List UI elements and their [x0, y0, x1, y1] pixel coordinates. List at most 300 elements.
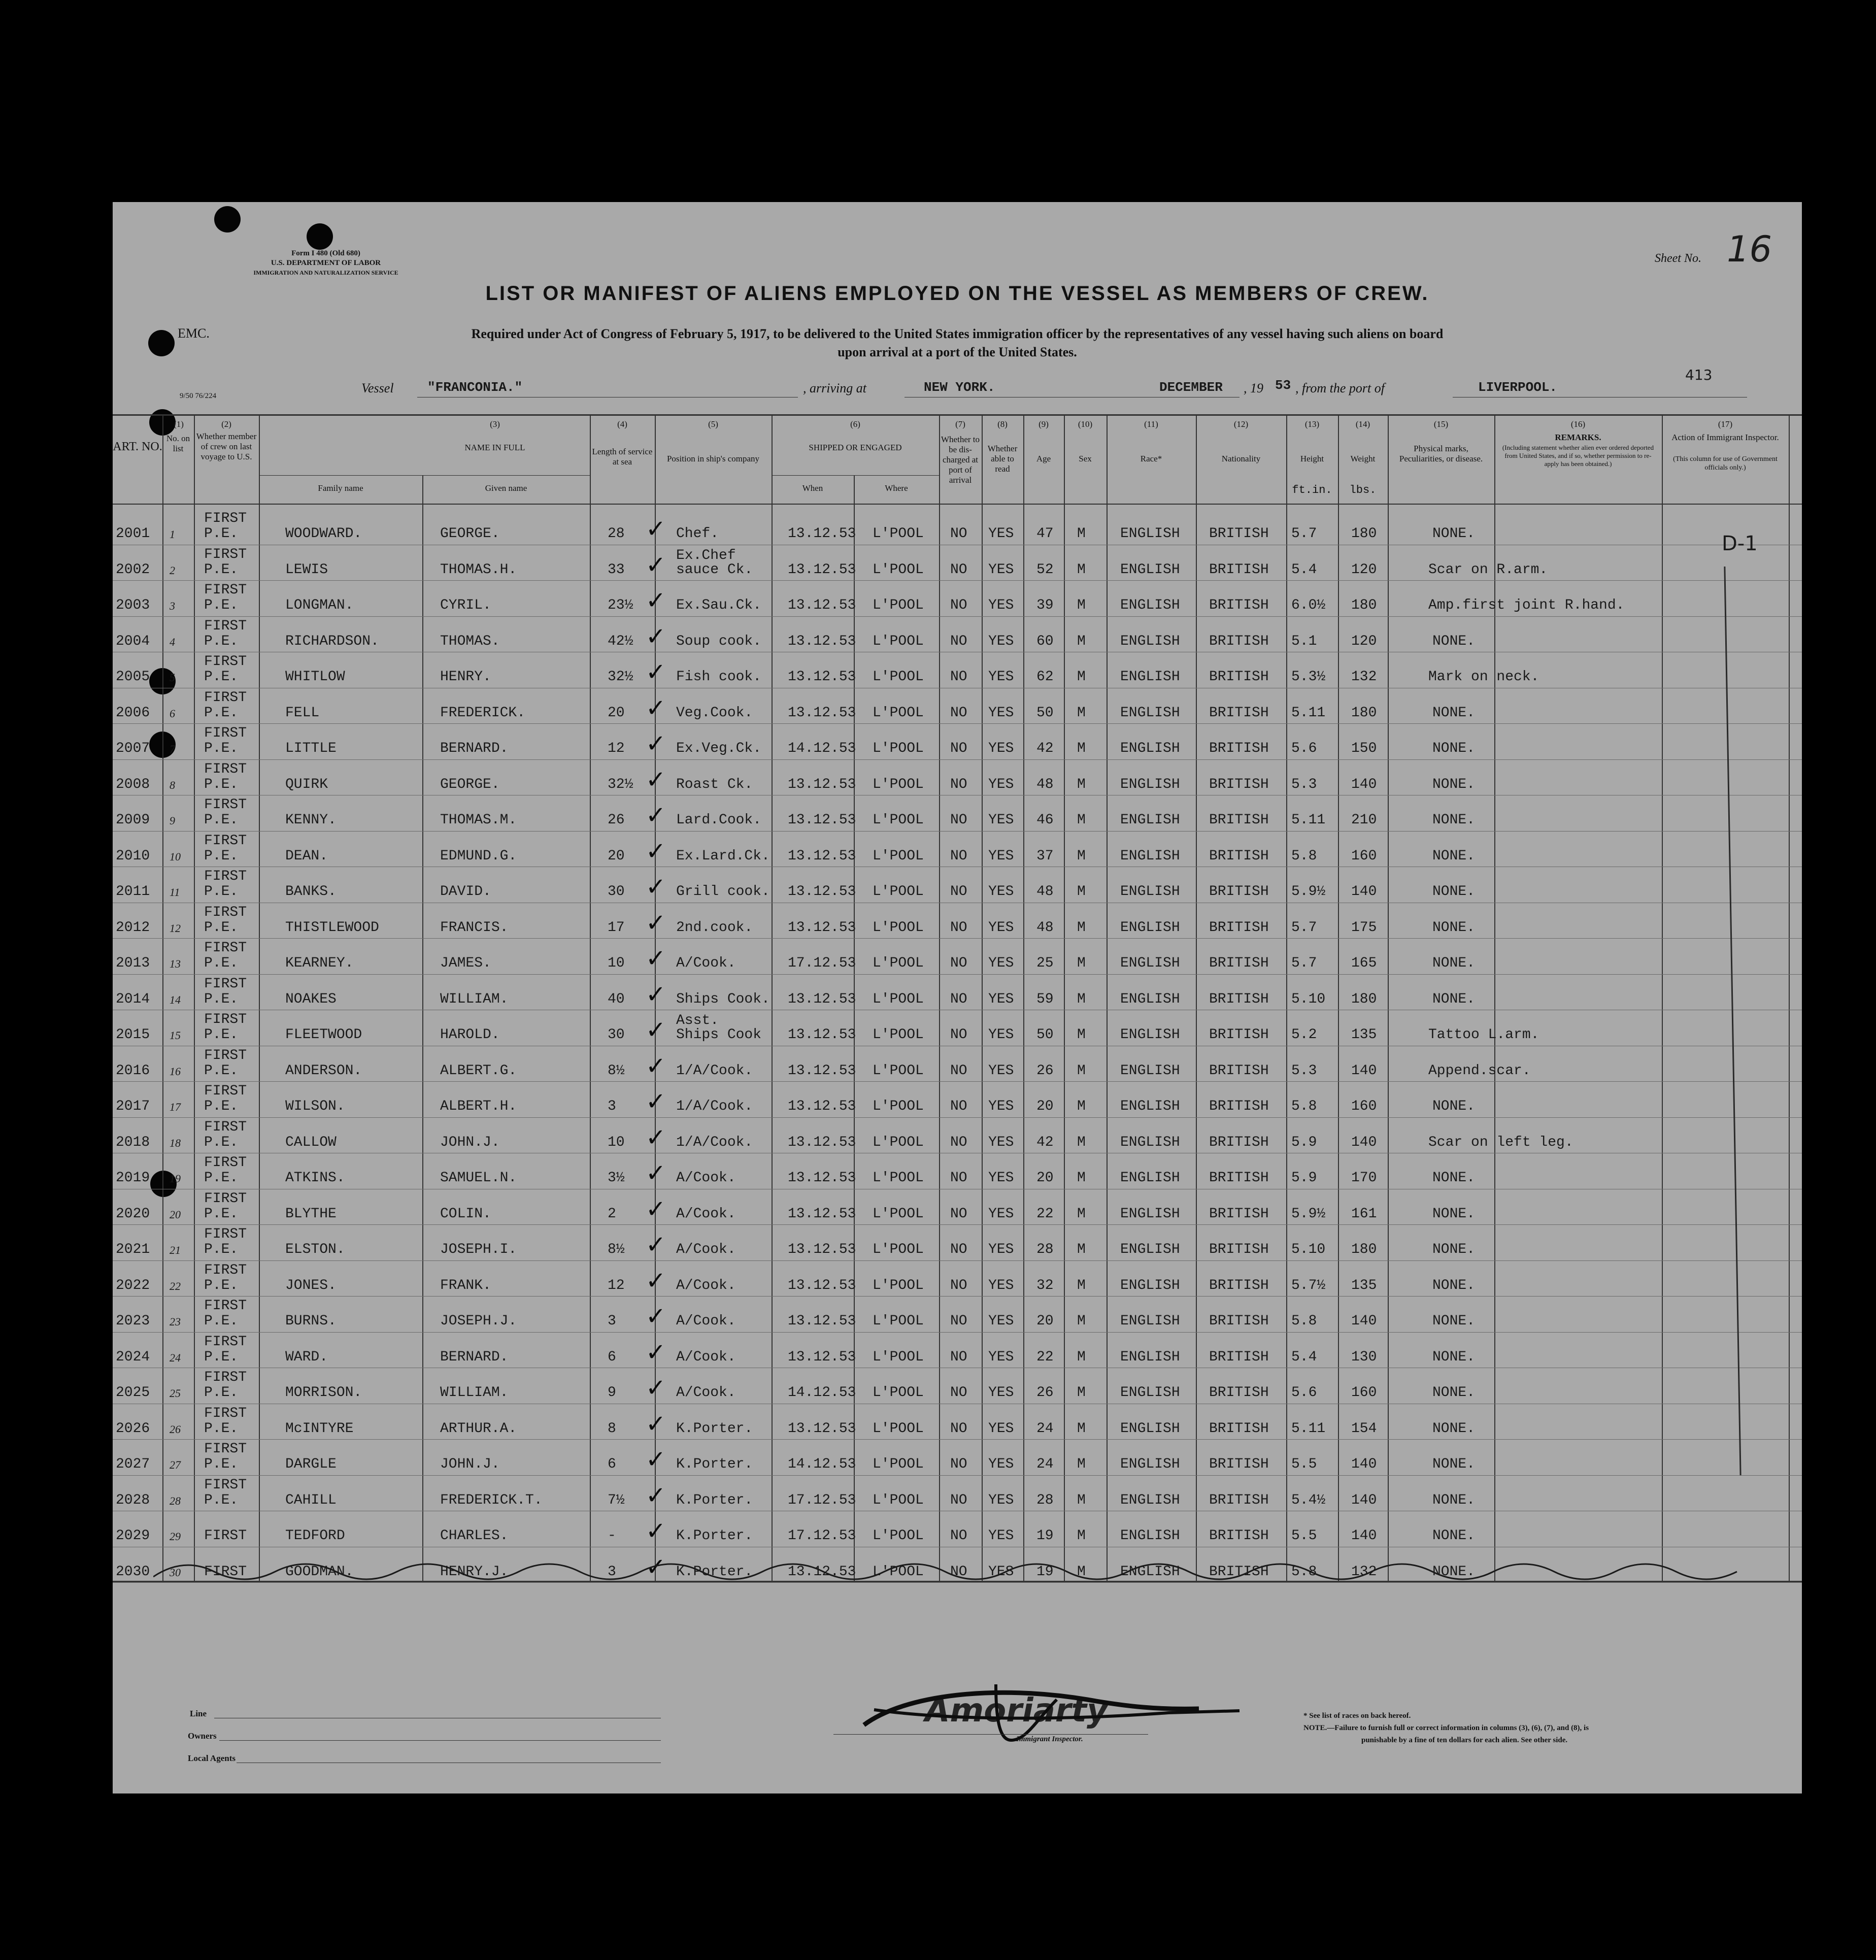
- given-name: JAMES.: [440, 955, 491, 971]
- service-length: 26: [608, 812, 625, 828]
- age: 50: [1036, 705, 1054, 721]
- col-15-number: (15): [1433, 419, 1449, 429]
- last-voyage-class: FIRST: [204, 1405, 247, 1421]
- height: 5.10: [1291, 1242, 1326, 1257]
- shipped-port: L'POOL: [873, 1492, 924, 1508]
- col-remarks-subheader: (Including statement whether alien ever ordered deported from United States, and if so, whether permission to re-apply has been obtained.): [1502, 444, 1654, 468]
- shipped-date: 13.12.53: [788, 1027, 856, 1043]
- list-number: 6: [170, 707, 175, 720]
- physical-marks: NONE.: [1432, 1528, 1476, 1544]
- discharged: NO: [950, 1385, 967, 1401]
- check-mark-icon: ✓: [646, 1374, 666, 1402]
- column-rule: [1662, 414, 1663, 1582]
- height: 5.6: [1291, 741, 1317, 756]
- discharged: NO: [950, 1528, 967, 1544]
- sex: M: [1077, 741, 1086, 756]
- shipped-port: L'POOL: [873, 597, 924, 613]
- family-name: BURNS.: [285, 1313, 337, 1329]
- able-to-read: YES: [988, 1242, 1014, 1257]
- table-top-border: [113, 414, 1802, 416]
- col-3-number: (3): [490, 419, 500, 429]
- family-name: ELSTON.: [285, 1242, 345, 1257]
- physical-marks: NONE.: [1432, 1313, 1476, 1329]
- check-mark-icon: ✓: [646, 980, 666, 1009]
- given-name: HAROLD.: [440, 1027, 500, 1043]
- discharged: NO: [950, 633, 967, 649]
- check-mark-icon: ✓: [646, 729, 666, 758]
- position: A/Cook.: [676, 1242, 736, 1257]
- able-to-read: YES: [988, 669, 1014, 685]
- service-length: 3: [608, 1564, 616, 1580]
- list-number: 17: [170, 1101, 181, 1113]
- last-voyage-department: P.E.: [204, 1277, 239, 1293]
- able-to-read: YES: [988, 1206, 1014, 1222]
- service-length: -: [608, 1528, 616, 1544]
- given-name: THOMAS.M.: [440, 812, 517, 828]
- penalty-note: NOTE.—Failure to furnish full or correct information in columns (3), (6), (7), and (8), is: [1303, 1724, 1589, 1732]
- nationality: BRITISH: [1209, 1349, 1269, 1365]
- art-number: 2029: [116, 1528, 150, 1544]
- nationality: BRITISH: [1209, 776, 1269, 792]
- check-mark-icon: ✓: [646, 1159, 666, 1187]
- position: 1/A/Cook.: [676, 1134, 753, 1150]
- age: 32: [1036, 1277, 1054, 1293]
- last-voyage-department: P.E.: [204, 812, 239, 828]
- service-length: 33: [608, 561, 625, 578]
- local-agents-label: Local Agents: [188, 1753, 236, 1763]
- position: K.Porter.: [676, 1564, 753, 1580]
- last-voyage-class: FIRST: [204, 1370, 247, 1385]
- last-voyage-class: FIRST: [204, 1226, 247, 1242]
- shipped-port: L'POOL: [873, 1134, 924, 1150]
- given-name: FRANCIS.: [440, 919, 509, 936]
- list-number: 18: [170, 1136, 181, 1149]
- race: ENGLISH: [1120, 1170, 1180, 1186]
- manifest-document: [113, 202, 1802, 1793]
- physical-marks: Scar on left leg.: [1428, 1134, 1573, 1150]
- shipped-port: L'POOL: [873, 741, 924, 756]
- last-voyage-class: FIRST: [204, 654, 247, 670]
- last-voyage-class: FIRST: [204, 1334, 247, 1350]
- discharged: NO: [950, 1492, 967, 1508]
- last-voyage-department: P.E.: [204, 669, 239, 685]
- shipped-port: L'POOL: [873, 1349, 924, 1365]
- service-length: 32½: [608, 669, 633, 685]
- list-number: 12: [170, 921, 181, 935]
- art-number: 2017: [116, 1099, 150, 1114]
- shipped-date: 13.12.53: [788, 1564, 856, 1580]
- height: 5.7: [1291, 526, 1317, 542]
- col-9-number: (9): [1038, 419, 1049, 429]
- column-rule: [939, 414, 940, 1582]
- list-number: 16: [170, 1065, 181, 1078]
- last-voyage-department: P.E.: [204, 1099, 239, 1114]
- check-mark-icon: ✓: [646, 1266, 666, 1295]
- col-4-number: (4): [617, 419, 627, 429]
- nationality: BRITISH: [1209, 1242, 1269, 1257]
- service-name: IMMIGRATION AND NATURALIZATION SERVICE: [253, 269, 398, 276]
- physical-marks: NONE.: [1432, 884, 1476, 900]
- column-rule: [1286, 414, 1287, 1582]
- last-voyage-department: P.E.: [204, 1134, 239, 1150]
- weight: 160: [1351, 1099, 1377, 1114]
- height: 5.7½: [1291, 1277, 1326, 1293]
- art-number: 2011: [116, 884, 150, 900]
- shipped-port: L'POOL: [873, 776, 924, 792]
- col-service-header: Length of service at sea: [592, 447, 653, 467]
- check-mark-icon: ✓: [646, 550, 666, 579]
- sex: M: [1077, 848, 1086, 864]
- check-mark-icon: ✓: [646, 1445, 666, 1474]
- physical-marks: NONE.: [1432, 1564, 1476, 1580]
- last-voyage-class: FIRST: [204, 940, 247, 956]
- given-name: SAMUEL.N.: [440, 1170, 517, 1186]
- nationality: BRITISH: [1209, 1492, 1269, 1508]
- age: 62: [1036, 669, 1054, 685]
- physical-marks: NONE.: [1432, 919, 1476, 936]
- column-rule: [1494, 414, 1495, 1582]
- position: A/Cook.: [676, 1170, 736, 1186]
- last-voyage-class: FIRST: [204, 511, 247, 526]
- given-name: GEORGE.: [440, 776, 500, 792]
- position: Ex.Lard.Ck.: [676, 848, 770, 864]
- list-number: 19: [170, 1172, 181, 1185]
- age: 20: [1036, 1099, 1054, 1114]
- nationality: BRITISH: [1209, 919, 1269, 936]
- shipped-date: 13.12.53: [788, 705, 856, 721]
- art-number: 2016: [116, 1062, 150, 1079]
- shipped-port: L'POOL: [873, 669, 924, 685]
- service-length: 10: [608, 1134, 625, 1150]
- nationality: BRITISH: [1209, 1420, 1269, 1437]
- shipped-date: 13.12.53: [788, 1062, 856, 1079]
- nationality: BRITISH: [1209, 1528, 1269, 1544]
- year-prefix: , 19: [1244, 381, 1263, 395]
- service-length: 32½: [608, 776, 633, 792]
- family-name: JONES.: [285, 1277, 337, 1293]
- row-rule: [113, 616, 1802, 617]
- discharged: NO: [950, 597, 967, 613]
- sex: M: [1077, 1277, 1086, 1293]
- able-to-read: YES: [988, 919, 1014, 936]
- weight: 135: [1351, 1277, 1377, 1293]
- race: ENGLISH: [1120, 633, 1180, 649]
- service-length: 20: [608, 705, 625, 721]
- list-number: 21: [170, 1244, 181, 1256]
- race: ENGLISH: [1120, 1206, 1180, 1222]
- weight: 140: [1351, 884, 1377, 900]
- weight: 132: [1351, 669, 1377, 685]
- race: ENGLISH: [1120, 955, 1180, 971]
- last-voyage-class: FIRST: [204, 1190, 247, 1207]
- physical-marks: NONE.: [1432, 848, 1476, 864]
- shipped-port: L'POOL: [873, 884, 924, 900]
- age: 52: [1036, 561, 1054, 578]
- shipped-date: 13.12.53: [788, 1170, 856, 1186]
- discharged: NO: [950, 526, 967, 542]
- col-art-no-header: ART. NO.: [113, 440, 162, 453]
- family-name: CAHILL: [285, 1492, 337, 1508]
- position: Ships Cook.: [676, 991, 770, 1007]
- shipped-date: 13.12.53: [788, 1277, 856, 1293]
- sex: M: [1077, 561, 1086, 578]
- form-emc: EMC.: [178, 326, 210, 341]
- shipped-port: L'POOL: [873, 526, 924, 542]
- col-weight-unit: lbs.: [1349, 484, 1377, 496]
- race: ENGLISH: [1120, 1456, 1180, 1472]
- weight: 161: [1351, 1206, 1377, 1222]
- physical-marks: NONE.: [1432, 1170, 1476, 1186]
- art-number: 2014: [116, 991, 150, 1007]
- service-length: 12: [608, 741, 625, 756]
- service-length: 30: [608, 1027, 625, 1043]
- col-remarks-header: REMARKS.: [1555, 433, 1601, 442]
- able-to-read: YES: [988, 1027, 1014, 1043]
- col-height-header: Height: [1300, 454, 1324, 463]
- check-mark-icon: ✓: [646, 1481, 666, 1510]
- age: 48: [1036, 884, 1054, 900]
- given-name: WILLIAM.: [440, 1385, 509, 1401]
- service-length: 17: [608, 919, 625, 936]
- list-number: 1: [170, 528, 175, 541]
- col-when-header: When: [802, 483, 823, 493]
- list-number: 24: [170, 1351, 181, 1364]
- age: 25: [1036, 955, 1054, 971]
- art-number: 2002: [116, 561, 150, 578]
- nationality: BRITISH: [1209, 848, 1269, 864]
- service-length: 20: [608, 848, 625, 864]
- given-name: CYRIL.: [440, 597, 491, 613]
- sex: M: [1077, 1528, 1086, 1544]
- given-name: BERNARD.: [440, 1349, 509, 1365]
- height: 5.1: [1291, 633, 1317, 649]
- age: 19: [1036, 1528, 1054, 1544]
- last-voyage-department: P.E.: [204, 1313, 239, 1329]
- shipped-date: 13.12.53: [788, 1349, 856, 1365]
- check-mark-icon: ✓: [646, 622, 666, 651]
- height: 5.9½: [1291, 1206, 1326, 1222]
- given-name: JOHN.J.: [440, 1134, 500, 1150]
- position: Veg.Cook.: [676, 705, 753, 721]
- height: 5.6: [1291, 1385, 1317, 1401]
- position: K.Porter.: [676, 1528, 753, 1544]
- discharged: NO: [950, 669, 967, 685]
- col-inspector-subheader: (This column for use of Government officials only.): [1673, 455, 1778, 472]
- last-voyage-class: FIRST: [204, 904, 247, 920]
- art-number: 2021: [116, 1242, 150, 1257]
- shipped-port: L'POOL: [873, 919, 924, 936]
- weight: 160: [1351, 848, 1377, 864]
- form-number: Form I 480 (Old 680): [291, 249, 360, 257]
- column-rule: [259, 414, 260, 1582]
- last-voyage-department: P.E.: [204, 919, 239, 936]
- shipped-date: 13.12.53: [788, 1242, 856, 1257]
- service-length: 8: [608, 1420, 616, 1437]
- shipped-port: L'POOL: [873, 1206, 924, 1222]
- sex: M: [1077, 991, 1086, 1007]
- nationality: BRITISH: [1209, 526, 1269, 542]
- shipped-port: L'POOL: [873, 561, 924, 578]
- discharged: NO: [950, 1456, 967, 1472]
- discharged: NO: [950, 1564, 967, 1580]
- check-mark-icon: ✓: [646, 1552, 666, 1581]
- column-rule: [1196, 414, 1197, 1582]
- col-position-header: Position in ship's company: [666, 454, 760, 463]
- col-age-header: Age: [1036, 454, 1051, 463]
- owners-label: Owners: [188, 1731, 217, 1741]
- last-voyage-class: FIRST: [204, 1441, 247, 1457]
- last-voyage-department: P.E.: [204, 633, 239, 649]
- able-to-read: YES: [988, 1099, 1014, 1114]
- position: Roast Ck.: [676, 776, 753, 792]
- race: ENGLISH: [1120, 1492, 1180, 1508]
- given-name: EDMUND.G.: [440, 848, 517, 864]
- physical-marks: NONE.: [1432, 1492, 1476, 1508]
- shipped-date: 13.12.53: [788, 526, 856, 542]
- col-race-header: Race*: [1140, 454, 1162, 463]
- able-to-read: YES: [988, 991, 1014, 1007]
- col-no-on-list-header: No. on list: [166, 434, 190, 453]
- position: A/Cook.: [676, 1313, 736, 1329]
- family-name: ATKINS.: [285, 1170, 345, 1186]
- discharged: NO: [950, 1313, 967, 1329]
- arriving-label: , arriving at: [803, 381, 866, 395]
- age: 47: [1036, 526, 1054, 542]
- col-read-header: Whether able to read: [987, 444, 1018, 474]
- row-rule: [113, 1439, 1802, 1440]
- nationality: BRITISH: [1209, 597, 1269, 613]
- col-name-header: NAME IN FULL: [464, 443, 525, 452]
- race: ENGLISH: [1120, 991, 1180, 1007]
- shipped-port: L'POOL: [873, 1564, 924, 1580]
- discharged: NO: [950, 1420, 967, 1437]
- physical-marks: NONE.: [1432, 1242, 1476, 1257]
- race: ENGLISH: [1120, 1349, 1180, 1365]
- check-mark-icon: ✓: [646, 693, 666, 722]
- height: 6.0½: [1291, 597, 1326, 613]
- col-2-number: (2): [221, 419, 231, 429]
- family-name: FLEETWOOD: [285, 1027, 362, 1043]
- discharged: NO: [950, 955, 967, 971]
- shipped-port: L'POOL: [873, 1420, 924, 1437]
- able-to-read: YES: [988, 1277, 1014, 1293]
- service-length: 40: [608, 991, 625, 1007]
- check-mark-icon: ✓: [646, 1123, 666, 1152]
- position: Ex.Veg.Ck.: [676, 741, 762, 756]
- shipped-date: 17.12.53: [788, 1492, 856, 1508]
- nationality: BRITISH: [1209, 1277, 1269, 1293]
- list-number: 2: [170, 563, 175, 577]
- age: 24: [1036, 1420, 1054, 1437]
- sex: M: [1077, 1420, 1086, 1437]
- able-to-read: YES: [988, 1313, 1014, 1329]
- age: 48: [1036, 919, 1054, 936]
- height: 5.11: [1291, 705, 1326, 721]
- service-length: 42½: [608, 633, 633, 649]
- discharged: NO: [950, 776, 967, 792]
- last-voyage-department: P.E.: [204, 1385, 239, 1401]
- shipped-date: 13.12.53: [788, 1134, 856, 1150]
- last-voyage-department: P.E.: [204, 1492, 239, 1508]
- given-name: FRANK.: [440, 1277, 491, 1293]
- last-voyage-class: FIRST: [204, 1047, 247, 1064]
- row-rule: [113, 1224, 1802, 1225]
- given-name: JOSEPH.J.: [440, 1313, 517, 1329]
- weight: 180: [1351, 1242, 1377, 1257]
- weight: 170: [1351, 1170, 1377, 1186]
- position: Lard.Cook.: [676, 812, 762, 828]
- check-mark-icon: ✓: [646, 658, 666, 686]
- family-name: ANDERSON.: [285, 1062, 362, 1079]
- shipped-port: L'POOL: [873, 1027, 924, 1043]
- weight: 160: [1351, 1385, 1377, 1401]
- height: 5.8: [1291, 1099, 1317, 1114]
- last-voyage-department: P.E.: [204, 1242, 239, 1257]
- art-number: 2018: [116, 1134, 150, 1150]
- sex: M: [1077, 1564, 1086, 1580]
- check-mark-icon: ✓: [646, 1194, 666, 1223]
- able-to-read: YES: [988, 812, 1014, 828]
- given-name: HENRY.: [440, 669, 491, 685]
- service-length: 2: [608, 1206, 616, 1222]
- given-name: WILLIAM.: [440, 991, 509, 1007]
- inspector-mark: D-1: [1722, 532, 1758, 555]
- position: Grill cook.: [676, 884, 770, 900]
- position: 2nd.cook.: [676, 919, 753, 936]
- art-number: 2015: [116, 1027, 150, 1043]
- shipped-date: 13.12.53: [788, 991, 856, 1007]
- given-name: DAVID.: [440, 884, 491, 900]
- service-length: 12: [608, 1277, 625, 1293]
- service-length: 6: [608, 1456, 616, 1472]
- shipped-date: 13.12.53: [788, 1420, 856, 1437]
- row-rule: [113, 1582, 1802, 1583]
- given-name: ALBERT.H.: [440, 1099, 517, 1114]
- column-rule: [1789, 414, 1790, 1582]
- list-number: 25: [170, 1387, 181, 1400]
- art-number: 2020: [116, 1206, 150, 1222]
- physical-marks: NONE.: [1432, 812, 1476, 828]
- voyage-line: [361, 380, 1757, 400]
- row-rule: [113, 1332, 1802, 1333]
- list-number: 5: [170, 671, 175, 684]
- last-voyage-department: P.E.: [204, 1170, 239, 1186]
- height: 5.3: [1291, 1062, 1317, 1079]
- family-name: GOODMAN.: [285, 1564, 354, 1580]
- column-rule: [422, 475, 423, 1582]
- last-voyage-department: P.E.: [204, 561, 239, 578]
- check-mark-icon: ✓: [646, 765, 666, 794]
- sex: M: [1077, 812, 1086, 828]
- list-number: 3: [170, 600, 175, 612]
- sex: M: [1077, 955, 1086, 971]
- last-voyage-class: FIRST: [204, 1083, 247, 1099]
- position: A/Cook.: [676, 955, 736, 971]
- physical-marks: NONE.: [1432, 776, 1476, 792]
- nationality: BRITISH: [1209, 955, 1269, 971]
- list-number: 7: [170, 743, 175, 755]
- column-rule: [1064, 414, 1065, 1582]
- race: ENGLISH: [1120, 597, 1180, 613]
- col-nationality-header: Nationality: [1221, 454, 1261, 463]
- given-name: COLIN.: [440, 1206, 491, 1222]
- discharged: NO: [950, 1206, 967, 1222]
- service-length: 3½: [608, 1170, 625, 1186]
- list-number: 30: [170, 1566, 181, 1579]
- check-mark-icon: ✓: [646, 801, 666, 829]
- nationality: BRITISH: [1209, 1564, 1269, 1580]
- height: 5.9: [1291, 1170, 1317, 1186]
